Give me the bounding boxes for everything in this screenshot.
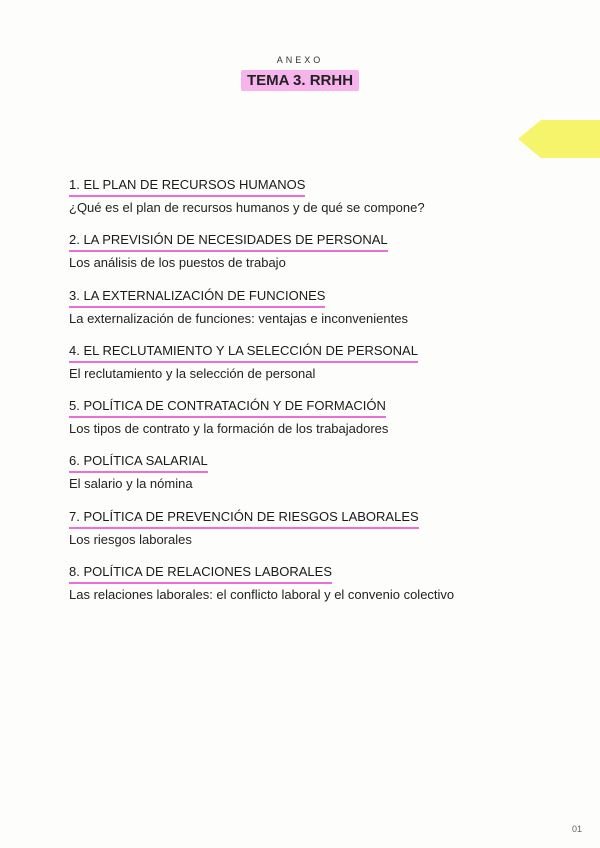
section-heading: 5. POLÍTICA DE CONTRATACIÓN Y DE FORMACIÓN (69, 398, 386, 418)
section-heading: 6. POLÍTICA SALARIAL (69, 453, 208, 473)
section-subtitle: La externalización de funciones: ventajas e inconvenientes (69, 310, 408, 326)
section-heading: 2. LA PREVISIÓN DE NECESIDADES DE PERSONAL (69, 232, 388, 252)
section-subtitle: ¿Qué es el plan de recursos humanos y de qué se compone? (69, 200, 425, 215)
section-item (69, 452, 589, 507)
section-subtitle: Las relaciones laborales: el conflicto laboral y el convenio colectivo (69, 587, 455, 603)
section-subtitle: Los análisis de los puestos de trabajo (69, 255, 286, 271)
section-item (69, 342, 589, 397)
section-subtitle: El reclutamiento y la selección de personal (69, 365, 316, 381)
title-wrap (0, 70, 600, 91)
section-item (69, 397, 589, 452)
page-title: TEMA 3. RRHH (241, 70, 359, 91)
section-subtitle: Los tipos de contrato y la formación de los trabajadores (69, 421, 389, 437)
section-item (69, 231, 589, 286)
section-item (69, 176, 589, 231)
yellow-tab-marker (518, 120, 600, 158)
section-heading: 3. LA EXTERNALIZACIÓN DE FUNCIONES (69, 288, 325, 308)
section-item (69, 508, 589, 563)
section-subtitle: Los riesgos laborales (69, 531, 192, 547)
section-heading: 8. POLÍTICA DE RELACIONES LABORALES (69, 564, 332, 584)
section-heading: 1. EL PLAN DE RECURSOS HUMANOS (69, 177, 305, 197)
section-subtitle: El salario y la nómina (69, 476, 193, 492)
page-corner-mark: 01 (571, 824, 582, 834)
section-item (69, 287, 589, 342)
section-item (69, 563, 589, 618)
section-list (69, 176, 589, 618)
section-heading: 7. POLÍTICA DE PREVENCIÓN DE RIESGOS LABORALES (69, 509, 419, 529)
section-heading: 4. EL RECLUTAMIENTO Y LA SELECCIÓN DE PERSONAL (69, 343, 418, 363)
annex-label: ANEXO (276, 55, 324, 65)
